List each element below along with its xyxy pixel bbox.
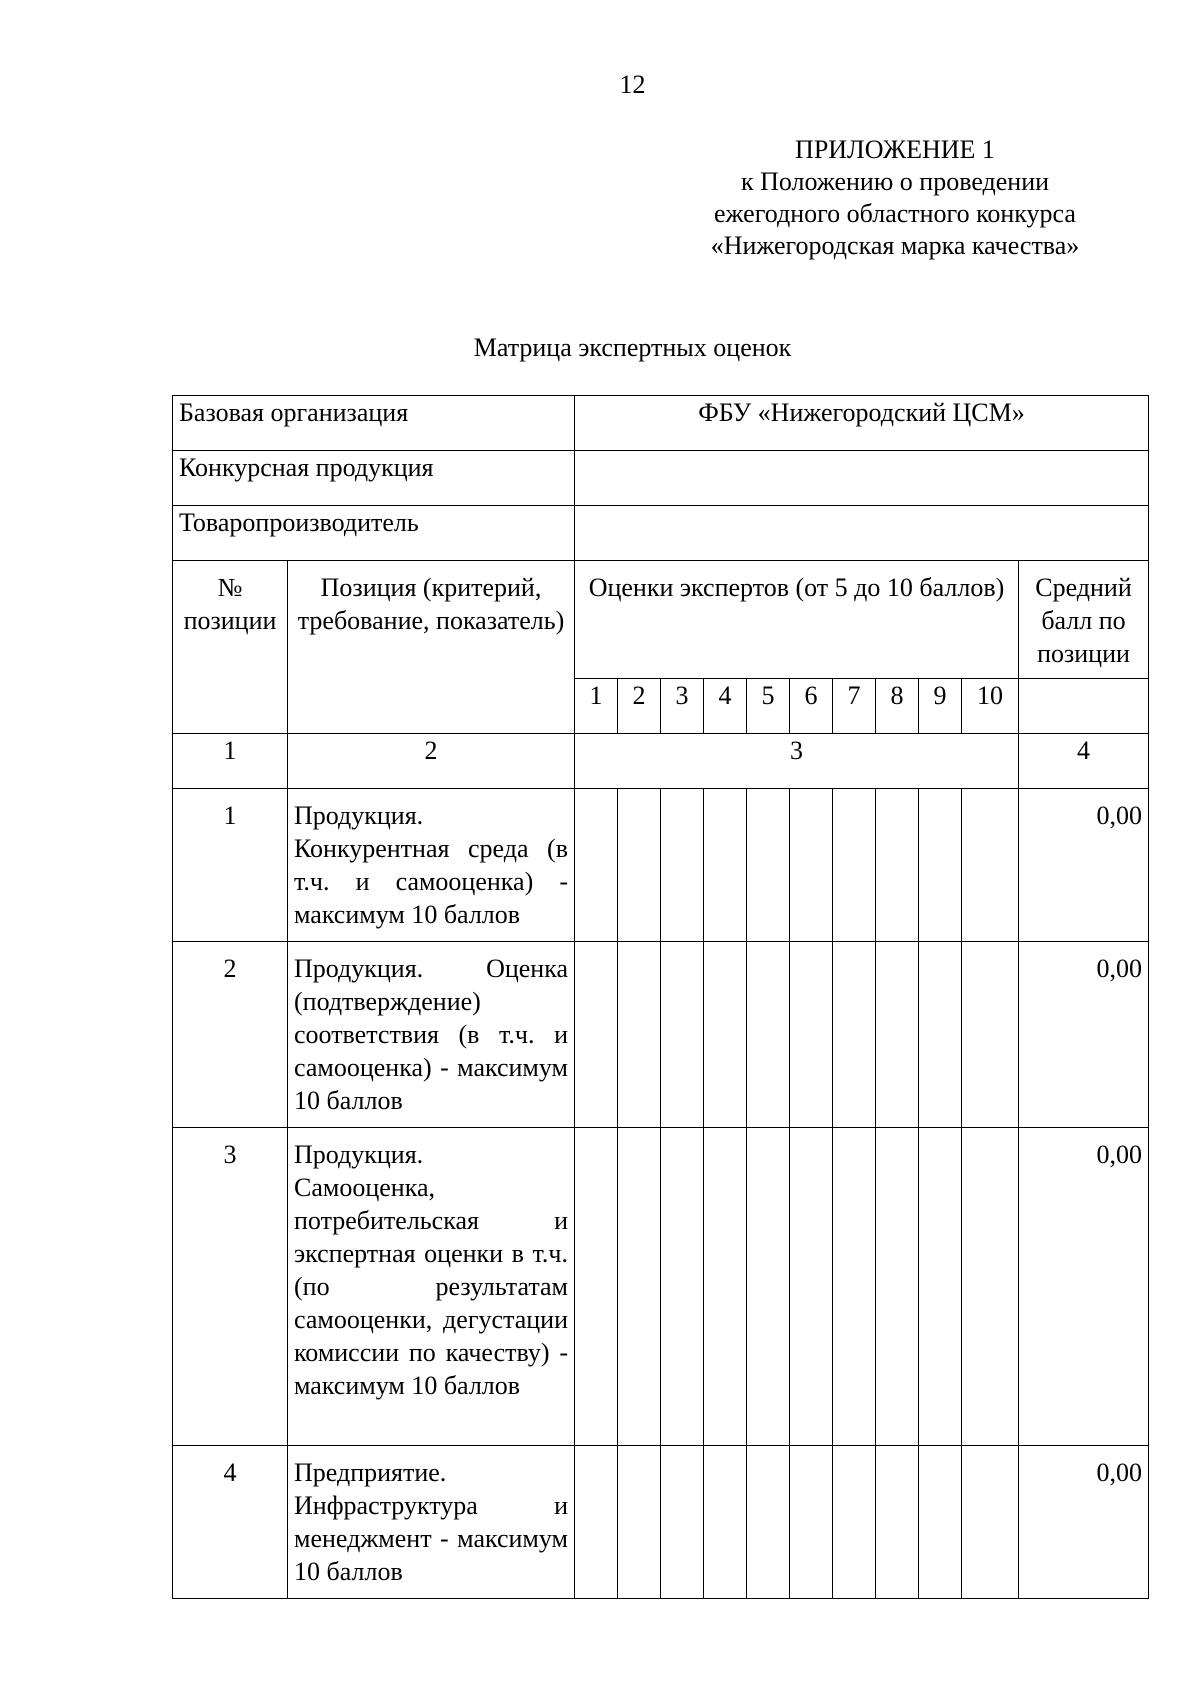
score-cell[interactable] <box>919 1446 962 1599</box>
expert-number: 1 <box>575 679 618 734</box>
header-average: Средний балл по позиции <box>1019 561 1149 679</box>
score-cell[interactable] <box>790 1128 833 1446</box>
position-text: Продукция. Самооценка, потребительская и экспертная оценки в т.ч. (по результатам самооценки, дегустации комиссии по качеству) - максимум 10 баллов <box>288 1128 575 1446</box>
score-cell[interactable] <box>661 789 704 942</box>
score-cell[interactable] <box>790 942 833 1128</box>
score-cell[interactable] <box>618 789 661 942</box>
expert-number: 9 <box>919 679 962 734</box>
product-row <box>173 451 1149 506</box>
position-number: 2 <box>173 942 288 1128</box>
score-cell[interactable] <box>575 942 618 1128</box>
score-cell[interactable] <box>661 1128 704 1446</box>
product-label: Конкурсная продукция <box>173 451 575 506</box>
score-cell[interactable] <box>575 789 618 942</box>
column-number: 3 <box>575 734 1019 789</box>
position-text: Продукция. Конкурентная среда (в т.ч. и самооценка) - максимум 10 баллов <box>288 789 575 942</box>
score-cell[interactable] <box>919 1128 962 1446</box>
producer-row <box>173 506 1149 561</box>
column-number: 2 <box>288 734 575 789</box>
score-cell[interactable] <box>876 789 919 942</box>
document-title: Матрица экспертных оценок <box>473 333 792 362</box>
page-number: 12 <box>619 70 646 99</box>
column-number: 1 <box>173 734 288 789</box>
score-cell[interactable] <box>919 789 962 942</box>
average-score: 0,00 <box>1019 789 1149 942</box>
position-number: 3 <box>173 1128 288 1446</box>
base-org-value: ФБУ «Нижегородский ЦСМ» <box>575 396 1149 451</box>
score-cell[interactable] <box>876 942 919 1128</box>
column-numbers-row <box>173 734 1149 789</box>
base-org-row <box>173 396 1149 451</box>
score-cell[interactable] <box>833 789 876 942</box>
expert-number: 7 <box>833 679 876 734</box>
expert-number: 4 <box>704 679 747 734</box>
position-text: Продукция. Оценка (подтверждение) соответствия (в т.ч. и самооценка) - максимум 10 баллов <box>288 942 575 1128</box>
producer-label: Товаропроизводитель <box>173 506 575 561</box>
appendix-line-2: к Положению о проведении <box>740 167 1050 196</box>
header-num: № позиции <box>173 561 288 734</box>
score-cell[interactable] <box>876 1446 919 1599</box>
product-value <box>575 451 1149 506</box>
score-cell[interactable] <box>704 789 747 942</box>
score-cell[interactable] <box>962 1128 1019 1446</box>
score-cell[interactable] <box>704 1446 747 1599</box>
appendix-block <box>660 134 1130 262</box>
score-cell[interactable] <box>790 789 833 942</box>
producer-value <box>575 506 1149 561</box>
score-cell[interactable] <box>747 789 790 942</box>
average-score: 0,00 <box>1019 1446 1149 1599</box>
expert-number: 2 <box>618 679 661 734</box>
column-number: 4 <box>1019 734 1149 789</box>
average-score: 0,00 <box>1019 1128 1149 1446</box>
expert-number: 6 <box>790 679 833 734</box>
score-cell[interactable] <box>790 1446 833 1599</box>
score-cell[interactable] <box>747 942 790 1128</box>
table-row <box>173 1446 1149 1599</box>
score-cell[interactable] <box>661 942 704 1128</box>
expert-number: 10 <box>962 679 1019 734</box>
table-row <box>173 942 1149 1128</box>
score-cell[interactable] <box>575 1446 618 1599</box>
position-text: Предприятие. Инфраструктура и менеджмент - максимум 10 баллов <box>288 1446 575 1599</box>
score-cell[interactable] <box>704 1128 747 1446</box>
score-cell[interactable] <box>919 942 962 1128</box>
average-blank-cell <box>1019 679 1149 734</box>
score-cell[interactable] <box>618 1128 661 1446</box>
position-number: 4 <box>173 1446 288 1599</box>
header-position: Позиция (критерий, требование, показатель) <box>288 561 575 734</box>
appendix-line-3: ежегодного областного конкурса <box>714 199 1076 228</box>
expert-number: 3 <box>661 679 704 734</box>
score-cell[interactable] <box>962 789 1019 942</box>
score-cell[interactable] <box>833 1128 876 1446</box>
score-cell[interactable] <box>962 1446 1019 1599</box>
expert-number: 8 <box>876 679 919 734</box>
score-cell[interactable] <box>618 1446 661 1599</box>
expert-number: 5 <box>747 679 790 734</box>
base-org-label: Базовая организация <box>173 396 575 451</box>
score-cell[interactable] <box>747 1446 790 1599</box>
average-score: 0,00 <box>1019 942 1149 1128</box>
appendix-line-4: «Нижегородская марка качества» <box>710 231 1080 260</box>
score-cell[interactable] <box>833 942 876 1128</box>
score-cell[interactable] <box>833 1446 876 1599</box>
score-cell[interactable] <box>661 1446 704 1599</box>
score-cell[interactable] <box>747 1128 790 1446</box>
score-cell[interactable] <box>962 942 1019 1128</box>
header-row <box>173 561 1149 679</box>
expert-matrix-table <box>172 395 1149 1599</box>
table-row <box>173 789 1149 942</box>
score-cell[interactable] <box>575 1128 618 1446</box>
score-cell[interactable] <box>618 942 661 1128</box>
header-experts: Оценки экспертов (от 5 до 10 баллов) <box>575 561 1019 679</box>
score-cell[interactable] <box>704 942 747 1128</box>
appendix-line-1: ПРИЛОЖЕНИЕ 1 <box>795 135 995 164</box>
table-row <box>173 1128 1149 1446</box>
position-number: 1 <box>173 789 288 942</box>
score-cell[interactable] <box>876 1128 919 1446</box>
